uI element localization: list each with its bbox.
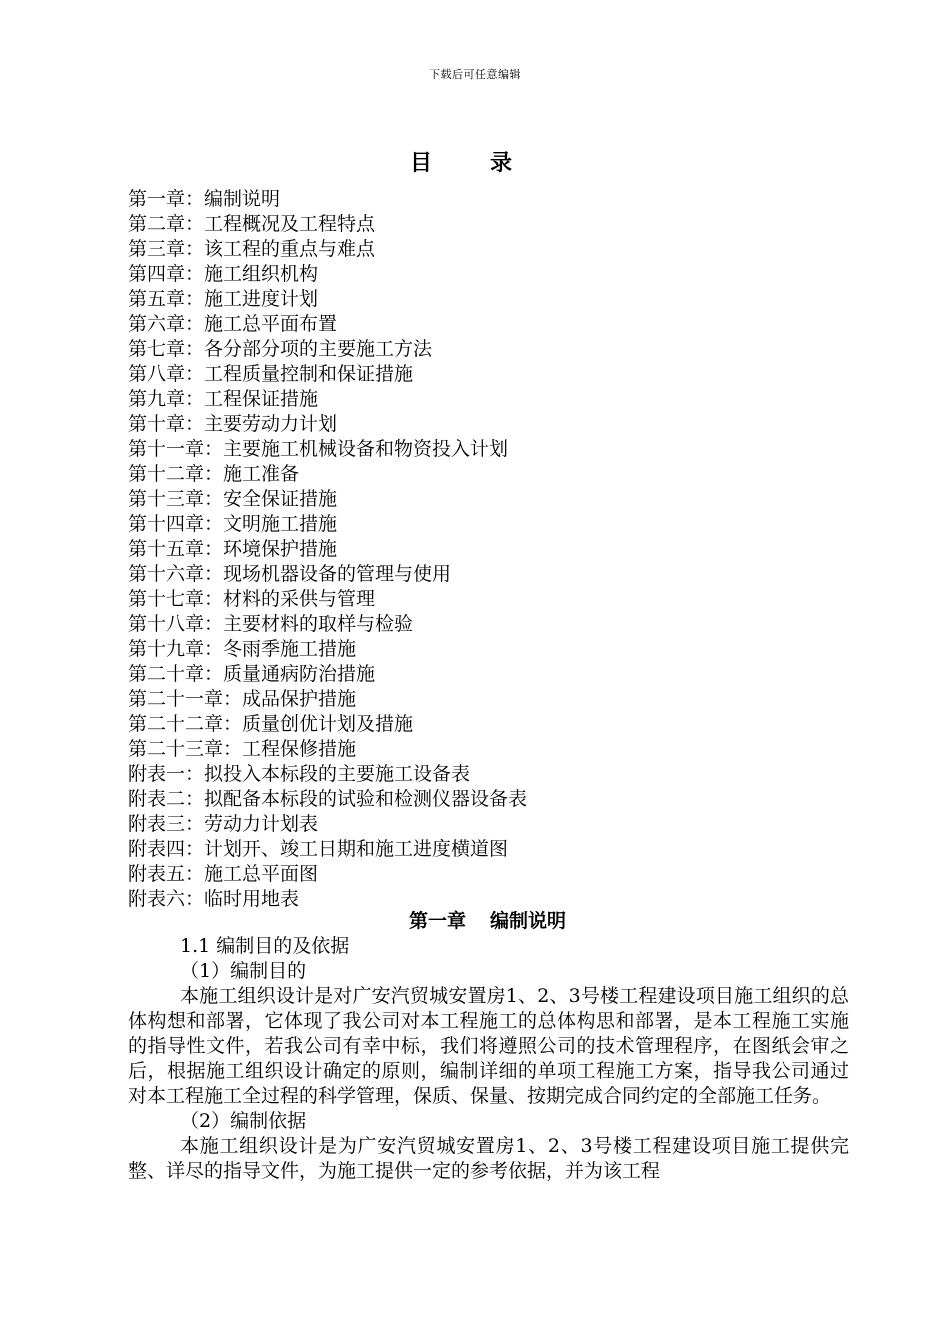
toc-item: 第七章：各分部分项的主要施工方法: [128, 338, 433, 360]
toc-item: 附表四：计划开、竣工日期和施工进度横道图: [128, 838, 509, 860]
toc-item: 第三章：该工程的重点与难点: [128, 238, 376, 260]
toc-item: 第二十一章：成品保护措施: [128, 688, 357, 710]
section-heading: 1.1 编制目的及依据: [180, 935, 350, 957]
toc-item: 第四章：施工组织机构: [128, 263, 319, 285]
toc-item: 附表一：拟投入本标段的主要施工设备表: [128, 763, 471, 785]
paragraph-basis: 本施工组织设计是为广安汽贸城安置房1、2、3号楼工程建设项目施工提供完整、详尽的指导文件，为施工提供一定的参考依据，并为该工程: [128, 1135, 849, 1182]
toc-title: 目录: [409, 150, 570, 176]
subsection-heading-purpose: （1）编制目的: [180, 960, 307, 982]
toc-item: 附表六：临时用地表: [128, 888, 300, 910]
paragraph-purpose: 本施工组织设计是对广安汽贸城安置房1、2、3号楼工程建设项目施工组织的总体构想和部署，它体现了我公司对本工程施工的总体构思和部署，是本工程施工实施的指导性文件，若我公司有幸中标，我们将遵照公司的技术管理程序，在图纸会审之后，根据施工组织设计确定的原则，编制详细的单项工程施工方案，指导我公司通过对本工程施工全过程的科学管理，保质、保量、按期完成合同约定的全部施工任务。: [128, 985, 849, 1107]
page-header-note: 下载后可任意编辑: [429, 68, 521, 81]
toc-item: 附表五：施工总平面图: [128, 863, 319, 885]
toc-item: 附表二：拟配备本标段的试验和检测仪器设备表: [128, 788, 528, 810]
toc-item: 第九章：工程保证措施: [128, 388, 319, 410]
subsection-heading-basis: （2）编制依据: [180, 1110, 307, 1132]
toc-item: 第一章：编制说明: [128, 188, 281, 210]
toc-item: 第十七章：材料的采供与管理: [128, 588, 376, 610]
toc-item: 第十五章：环境保护措施: [128, 538, 338, 560]
toc-item: 第十六章：现场机器设备的管理与使用: [128, 563, 452, 585]
toc-item: 第二章：工程概况及工程特点: [128, 213, 376, 235]
toc-item: 第十一章：主要施工机械设备和物资投入计划: [128, 438, 509, 460]
chapter-number: 第一章: [408, 910, 466, 932]
toc-item: 第六章：施工总平面布置: [128, 313, 338, 335]
toc-item: 第五章：施工进度计划: [128, 288, 319, 310]
document-body: [128, 934, 849, 1184]
toc-item: 第十四章：文明施工措施: [128, 513, 338, 535]
toc-item: 第二十三章：工程保修措施: [128, 738, 357, 760]
table-of-contents: [128, 187, 848, 912]
toc-item: 第八章：工程质量控制和保证措施: [128, 363, 414, 385]
toc-item: 第十二章：施工准备: [128, 463, 300, 485]
toc-item: 第十章：主要劳动力计划: [128, 413, 338, 435]
chapter-heading: [0, 909, 950, 934]
toc-item: 第十九章：冬雨季施工措施: [128, 638, 357, 660]
toc-item: 第十三章：安全保证措施: [128, 488, 338, 510]
toc-item: 第二十二章：质量创优计划及措施: [128, 713, 414, 735]
toc-item: 第二十章：质量通病防治措施: [128, 663, 376, 685]
toc-item: 附表三：劳动力计划表: [128, 813, 319, 835]
chapter-title: 编制说明: [490, 910, 567, 932]
toc-item: 第十八章：主要材料的取样与检验: [128, 613, 414, 635]
